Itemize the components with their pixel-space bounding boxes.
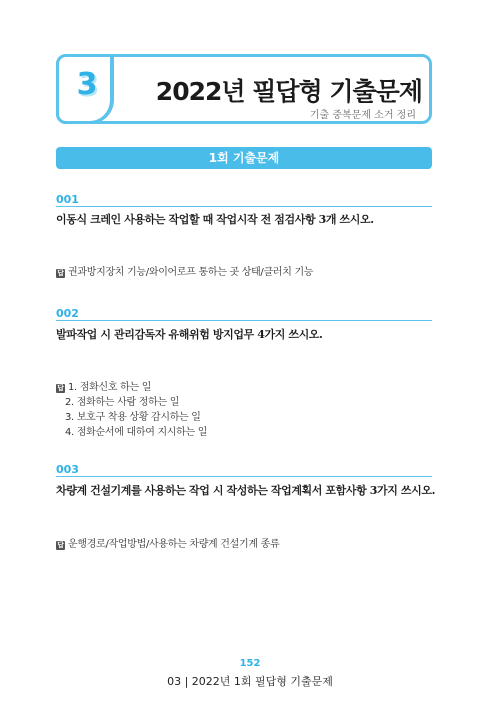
question-divider bbox=[56, 206, 432, 207]
chapter-subtitle: 기출 중복문제 소거 정리 bbox=[309, 110, 416, 121]
answer-mark-icon: 답 bbox=[57, 269, 64, 277]
question-number: 003 bbox=[56, 463, 79, 476]
question-divider bbox=[56, 320, 432, 321]
question-text: 발파작업 시 관리감독자 유해위험 방지업무 4가지 쓰시오. bbox=[56, 328, 323, 341]
running-footer: 03 | 2022년 1회 필답형 기출문제 bbox=[167, 675, 333, 688]
chapter-title: 2022년 필답형 기출문제 bbox=[155, 77, 422, 106]
chapter-number-box bbox=[56, 54, 114, 124]
section-title-bar: 1회 기출문제 bbox=[56, 147, 432, 169]
answer-text: 운행경로/작업방법/사용하는 차량계 건설기계 종류 bbox=[68, 539, 280, 550]
answer-list-item: 4. 점화순서에 대하여 지시하는 일 bbox=[65, 427, 208, 438]
question-text: 이동식 크레인 사용하는 작업할 때 작업시작 전 점검사항 3개 쓰시오. bbox=[56, 213, 374, 226]
answer-list-item: 2. 점화하는 사람 정하는 일 bbox=[65, 397, 180, 408]
question-divider bbox=[56, 476, 432, 477]
answer-mark-icon: 답 bbox=[57, 384, 64, 392]
answer-list bbox=[56, 378, 207, 438]
answer-list-item: 3. 보호구 착용 상황 감시하는 일 bbox=[65, 412, 201, 423]
answer bbox=[56, 535, 279, 550]
answer-text: 권과방지장치 기능/와이어로프 통하는 곳 상태/클러치 기능 bbox=[68, 267, 314, 278]
answer-mark-icon: 답 bbox=[57, 541, 64, 549]
answer-list-item: 답 1. 점화신호 하는 일 bbox=[57, 382, 152, 393]
chapter-number: 3 bbox=[76, 67, 98, 102]
question-text: 차량계 건설기계를 사용하는 작업 시 작성하는 작업계획서 포함사항 3가지 쓰시오. bbox=[56, 484, 436, 497]
page-number: 152 bbox=[239, 658, 261, 669]
question-number: 002 bbox=[56, 307, 79, 320]
question-number: 001 bbox=[56, 193, 79, 206]
answer bbox=[56, 263, 313, 278]
